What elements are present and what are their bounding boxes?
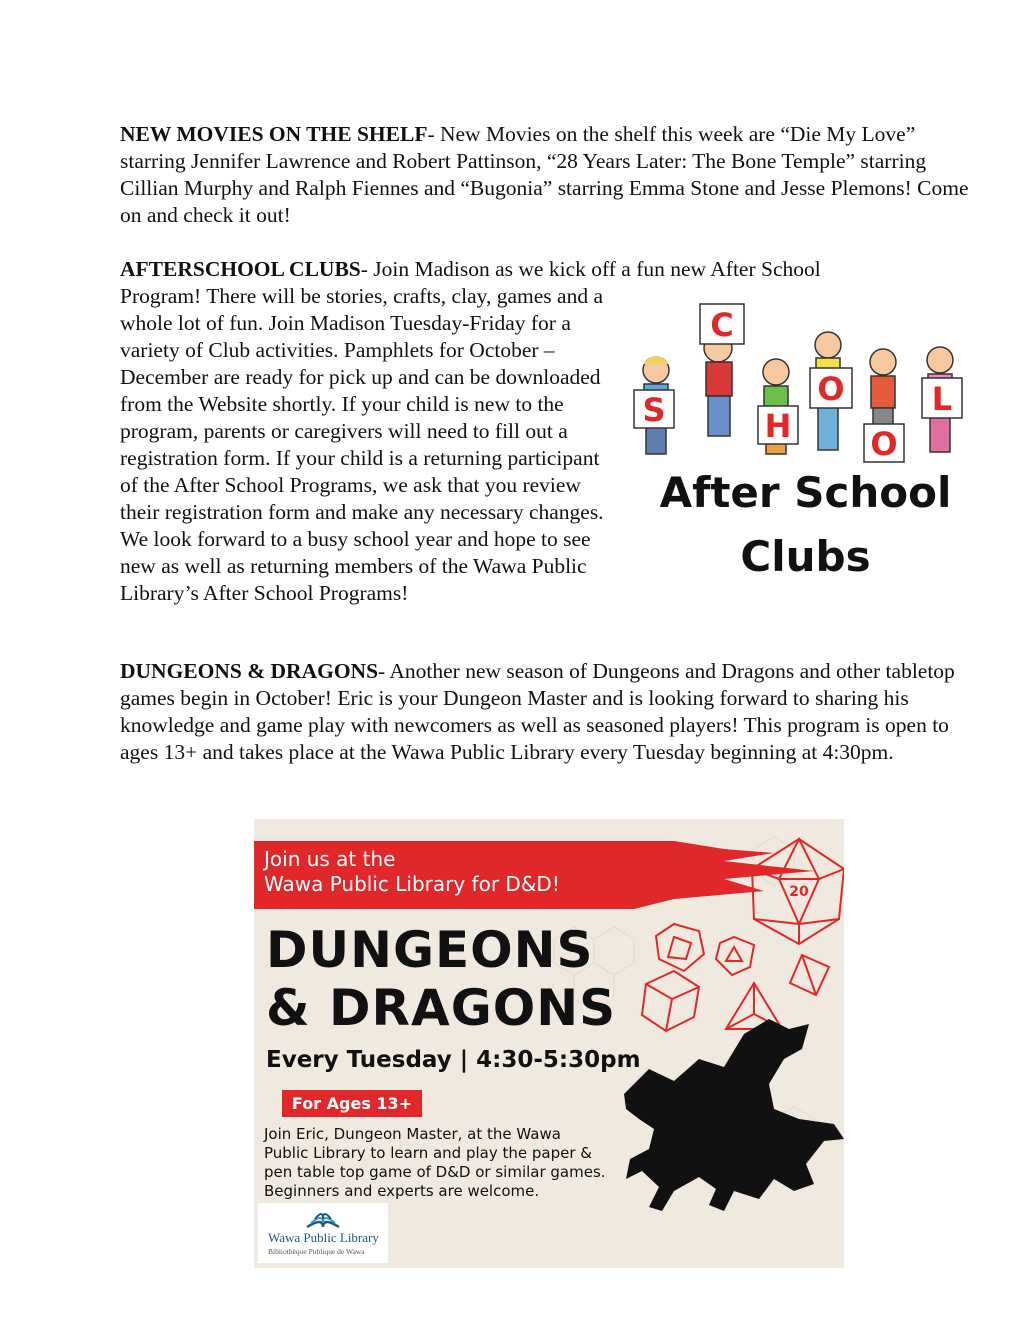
after-school-clubs-image: [628, 300, 983, 590]
library-logo: [258, 1203, 388, 1263]
letter-card-s: [634, 390, 674, 429]
ages-badge: For Ages 13+: [282, 1090, 422, 1117]
letter-o: O: [817, 370, 845, 408]
movies-heading: NEW MOVIES ON THE SHELF: [120, 122, 428, 146]
kids-holding-letters-illustration: [628, 300, 983, 475]
dnd-text: - Another new season of Dungeons and Dragons and other tabletop games begin in October! Eric is your Dungeon Master and is looking forward to sharing his knowledge and game play with newcomers as well as seasoned players! This program is open to ages 13+ and takes place at the Wawa Public Library every Tuesday beginning at 4:30pm.: [120, 659, 955, 764]
poster-desc-line1: Join Eric, Dungeon Master, at the Wawa: [264, 1125, 561, 1143]
banner-line2: Wawa Public Library for D&D!: [264, 872, 560, 896]
letter-card-o2: [864, 424, 904, 463]
logo-name: Wawa Public Library: [268, 1230, 379, 1245]
dnd-paragraph: [120, 658, 970, 766]
dnd-heading: DUNGEONS & DRAGONS: [120, 659, 379, 683]
clubs-paragraph: Program! There will be stories, crafts, clay, games and a whole lot of fun. Join Madison Tuesday-Friday for a variety of Club activities. Pamphlets for October – December are ready for pick up and can be downloaded from the Website shortly. If your child is new to the program, parents or caregivers will need to fill out a registration form. If your child is a returning participant of the After School Programs, we ask that you review their registration form and make any necessary changes. We look forward to a busy school year and hope to see new as well as returning members of the Wawa Public Library’s After School Programs!: [120, 284, 604, 605]
d8-icon: [790, 955, 829, 995]
clubs-heading: AFTERSCHOOL CLUBS: [120, 257, 361, 281]
clubs-first-line: - Join Madison as we kick off a fun new After School: [360, 257, 821, 281]
after-school-title: After School: [659, 468, 952, 517]
movies-paragraph: [120, 121, 970, 229]
d10-icon: [716, 937, 754, 975]
letter-o: O: [870, 425, 898, 463]
book-icon: [303, 1205, 343, 1231]
poster-desc-line2: Public Library to learn and play the paper &: [264, 1144, 592, 1162]
letter-card-c: [700, 304, 744, 344]
clubs-paragraph-first-line: [120, 256, 980, 283]
letter-s: S: [642, 391, 666, 429]
dnd-poster: [254, 819, 844, 1268]
d6-icon: [642, 971, 699, 1031]
letter-l: L: [931, 380, 953, 418]
banner-line1: Join us at the: [264, 847, 396, 871]
logo-subtitle: Bibliothèque Publique de Wawa: [268, 1247, 365, 1256]
letter-c: C: [710, 306, 734, 344]
poster-desc-line4: Beginners and experts are welcome.: [264, 1182, 540, 1200]
dragon-icon: [624, 1019, 844, 1211]
letter-card-h: [758, 406, 798, 445]
poster-desc-line3: pen table top game of D&D or similar games.: [264, 1163, 606, 1181]
d12-icon: [656, 924, 704, 971]
d20-number: 20: [789, 884, 809, 900]
letter-card-l: [922, 378, 962, 418]
poster-title-line2: & DRAGONS: [266, 979, 617, 1037]
poster-title-line1: DUNGEONS: [266, 921, 594, 979]
letter-card-o1: [810, 368, 852, 408]
poster-schedule: Every Tuesday | 4:30-5:30pm: [266, 1047, 641, 1073]
movies-text: - New Movies on the shelf this week are “Die My Love” starring Jennifer Lawrence and Robert Pattinson, “28 Years Later: The Bone Temple” starring Cillian Murphy and Ralph Fiennes and “Bugonia” starring Emma Stone and Jesse Plemons! Come on and check it out!: [120, 122, 969, 227]
letter-h: H: [764, 407, 792, 445]
clubs-title: Clubs: [740, 532, 871, 581]
